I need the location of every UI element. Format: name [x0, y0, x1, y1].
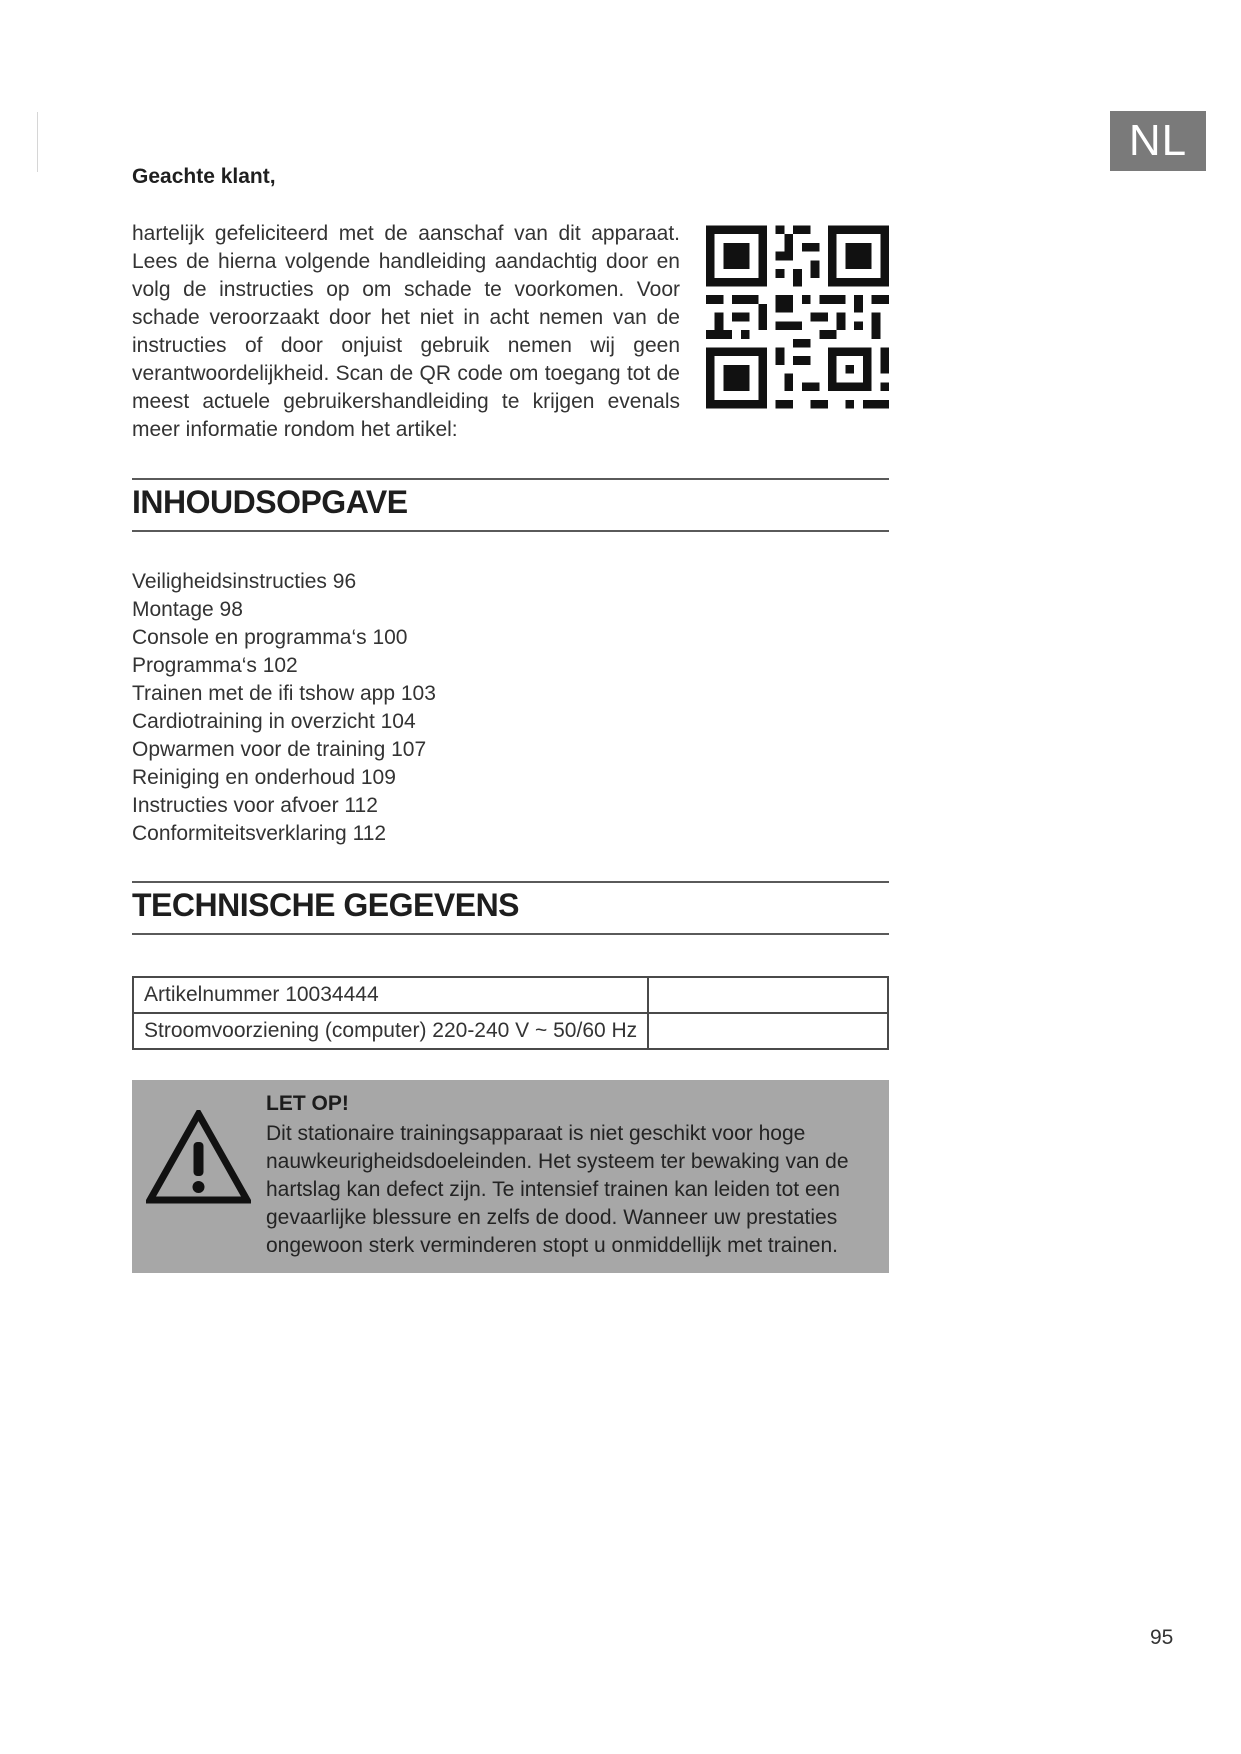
intro-text: hartelijk gefeliciteerd met de aanschaf van dit apparaat. Lees de hierna volgende handleiding aandachtig door en volg de instructies op om schade te voorkomen. Voor schade veroorzaakt door het niet in acht nemen van de instructies of door onjuist gebruik nemen wij geen verantwoordelijkheid. Scan de QR code om toegang tot de meest actuele gebruikershandleiding te krijgen evenals meer informatie rondom het artikel: [132, 222, 680, 441]
specs-rule-top [132, 881, 889, 883]
toc-item[interactable]: Veiligheidsinstructies 96 [132, 570, 357, 593]
toc-item[interactable]: Console en programma‘s 100 [132, 626, 408, 649]
toc-item[interactable]: Conformiteitsverklaring 112 [132, 822, 387, 845]
page-number: 95 [1150, 1626, 1174, 1649]
warning-triangle-icon [146, 1110, 251, 1204]
toc-item[interactable]: Opwarmen voor de training 107 [132, 738, 427, 761]
toc-item[interactable]: Instructies voor afvoer 112 [132, 794, 378, 817]
toc-item[interactable]: Trainen met de ifi tshow app 103 [132, 682, 436, 705]
spec-cell: Artikelnummer 10034444 [133, 977, 648, 1013]
margin-mark [37, 112, 38, 172]
toc-item[interactable]: Programma‘s 102 [132, 654, 298, 677]
toc-item[interactable]: Reiniging en onderhoud 109 [132, 766, 396, 789]
qr-code-icon[interactable] [706, 224, 889, 410]
specs-heading: TECHNISCHE GEGEVENS [132, 887, 520, 923]
table-row [133, 1013, 888, 1049]
warning-title: LET OP! [266, 1092, 349, 1115]
spec-cell: Stroomvoorziening (computer) 220-240 V ~ 50/60 Hz [133, 1013, 648, 1049]
specs-rule-bottom [132, 933, 889, 935]
spec-cell [648, 977, 888, 1013]
toc-rule-top [132, 478, 889, 480]
greeting: Geachte klant, [132, 165, 276, 188]
warning-text: Dit stationaire trainingsapparaat is niet geschikt voor hoge nauwkeurigheidsdoeleinden. Het systeem ter bewaking van de hartslag kan defect zijn. Te intensief trainen kan leiden tot een gevaarlijke blessure en zelfs de dood. Wanneer uw prestaties ongewoon sterk verminderen stopt u onmiddellijk met trainen. [266, 1122, 849, 1257]
spec-cell [648, 1013, 888, 1049]
toc-item[interactable]: Montage 98 [132, 598, 243, 621]
toc-item[interactable]: Cardiotraining in overzicht 104 [132, 710, 416, 733]
language-tab: NL [1110, 111, 1206, 171]
toc-heading: INHOUDSOPGAVE [132, 484, 408, 520]
specs-table [132, 976, 889, 1050]
toc-rule-bottom [132, 530, 889, 532]
toc-list [132, 568, 436, 848]
warning-box [132, 1080, 889, 1273]
table-row [133, 977, 888, 1013]
